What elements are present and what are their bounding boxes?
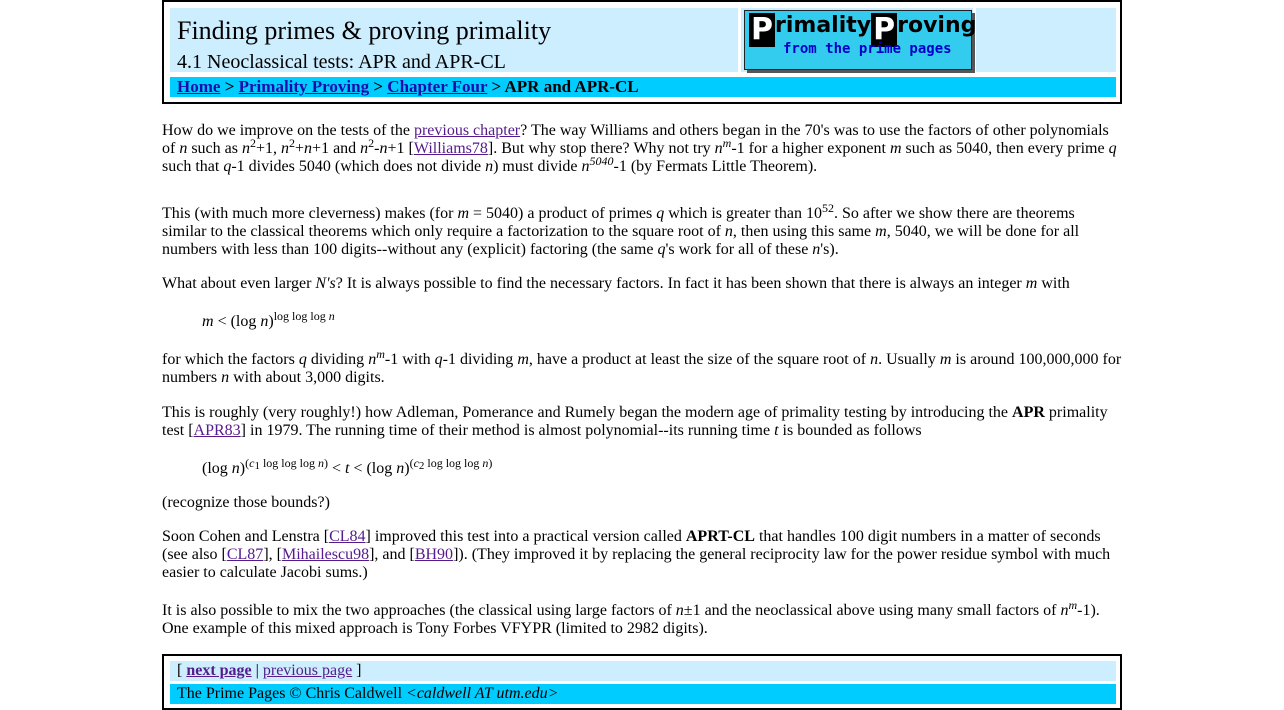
footer-box — [162, 654, 1122, 710]
breadcrumb — [170, 77, 1116, 97]
breadcrumb-chapter-four-link[interactable]: Chapter Four — [387, 77, 488, 96]
logo-letter-p2: P — [873, 12, 896, 47]
breadcrumb-separator: > — [487, 77, 505, 96]
logo-tagline: from the prime pages — [783, 41, 952, 57]
primality-proving-logo[interactable] — [744, 10, 977, 70]
mihailescu98-link[interactable]: Mihailescu98 — [281, 546, 370, 563]
copyright-text: The Prime Pages © Chris Caldwell — [177, 685, 407, 702]
paragraph-6: (recognize those bounds?) — [162, 494, 330, 511]
next-page-link[interactable]: next page — [186, 662, 252, 679]
previous-page-link[interactable]: previous page — [262, 662, 353, 679]
cl87-link[interactable]: CL87 — [226, 546, 264, 563]
previous-chapter-link[interactable]: previous chapter — [413, 122, 521, 139]
breadcrumb-primality-proving-link[interactable]: Primality Proving — [238, 77, 370, 96]
logo-word-rimality: rimality — [775, 13, 872, 38]
logo-letter-p1: P — [751, 12, 773, 47]
paragraph-2: This (with much more cleverness) makes (for m = 5040) a product of primes q which is greater than $10^{52}$. So after we show there are theorems similar to the classical theorems which only require a factorization to the square root of n, then using this same m, 5040, we will be done for all numbers with less than 100 digits--without any (explicit) factoring (the same q's work for all of these n's). — [162, 201, 1080, 258]
page-title: Finding primes & proving primality — [177, 16, 552, 45]
breadcrumb-separator: > — [369, 77, 388, 96]
page-subtitle: 4.1 Neoclassical tests: APR and APR-CL — [177, 51, 506, 73]
formula-running-time: (log n)$^{(c_1 log log log n)}$ < t < (log n)$^{(c_2 log log log n)}$ — [202, 456, 493, 477]
williams78-link[interactable]: Williams78 — [413, 140, 488, 157]
breadcrumb-home-link[interactable]: Home — [177, 77, 221, 96]
bh90-link[interactable]: BH90 — [414, 546, 454, 563]
title-cell — [170, 8, 738, 72]
footer-copyright — [170, 684, 1116, 704]
logo-cell — [741, 8, 977, 72]
apr83-link[interactable]: APR83 — [193, 422, 241, 439]
paragraph-8: It is also possible to mix the two approaches (the classical using large factors of n±1 and the neoclassical above using many small factors of $n^m-1$). One example of this mixed approach is Tony Forbes VFYPR (limited to 2982 digits). — [162, 598, 1100, 637]
paragraph-4: for which the factors q dividing $n^m-1$ with q-1 dividing m, have a product at least the size of the square root of n. Usually m is around 100,000,000 for numbers n with about 3,000 digits. — [162, 347, 1122, 386]
footer-nav: [ next page | previous page ] — [170, 661, 1116, 681]
paragraph-3: What about even larger N's? It is always possible to find the necessary factors. In fact it has been shown that there is always an integer m with — [162, 275, 1070, 292]
paragraph-5: This is roughly (very roughly!) how Adleman, Pomerance and Rumely began the modern age of primality testing by introducing the APR primality test [APR83] in 1979. The running time of their method is almost polynomial--its running time t is bounded as follows — [162, 404, 1108, 439]
contact-email: <caldwell AT utm.edu> — [406, 685, 559, 702]
header-right-cell — [976, 8, 1116, 72]
logo-word-roving: roving — [897, 13, 977, 38]
paragraph-1: How do we improve on the tests of the previous chapter? The way Williams and others began in the 70's was to use the factors of other polynomials of n such as $n^2+1$, $n^2+n+1$ and $n^2-n+1$ [Williams78]. But why stop there? Why not try $n^m-1$ for a higher exponent m such as 5040, then every prime q such that q-1 divides 5040 (which does not divide n) must divide $n^{5040}-1$ (by Fermats Little Theorem). — [162, 122, 1117, 175]
header-box — [162, 0, 1122, 104]
cl84-link[interactable]: CL84 — [329, 528, 366, 545]
breadcrumb-current: APR and APR-CL — [504, 77, 639, 96]
formula-m-bound: m < (log n)$^{log log log n}$ — [202, 309, 335, 330]
paragraph-7: Soon Cohen and Lenstra [CL84] improved this test into a practical version called APRT-CL that handles 100 digit numbers in a matter of seconds (see also [CL87], [Mihailescu98], and [BH90]). (They improved it by replacing the general reciprocity law for the power residue symbol with much easier to calculate Jacobi sums.) — [162, 528, 1111, 581]
breadcrumb-separator: > — [220, 77, 239, 96]
